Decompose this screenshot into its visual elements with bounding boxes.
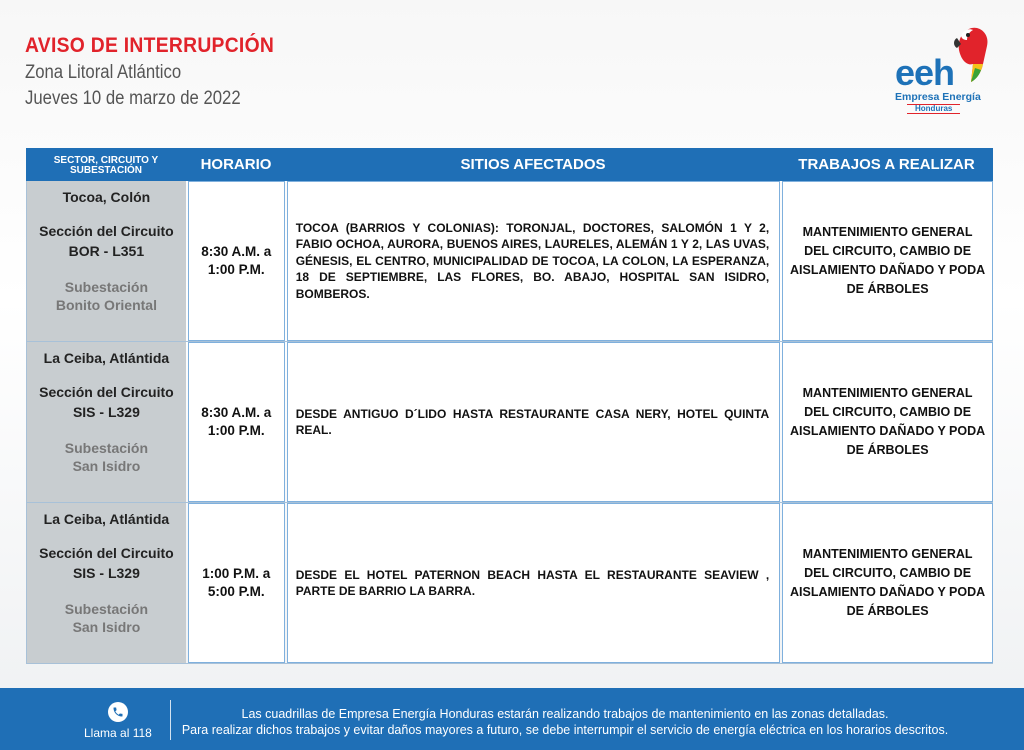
footer-banner bbox=[0, 688, 1024, 750]
hours-start: 1:00 P.M. a bbox=[202, 566, 271, 581]
hours-cell bbox=[188, 181, 285, 341]
interruption-table bbox=[26, 148, 993, 664]
sector-cell bbox=[26, 342, 186, 502]
logo-mark: eeh bbox=[895, 52, 955, 93]
header-work: TRABAJOS A REALIZAR bbox=[798, 156, 975, 173]
circuit-info bbox=[27, 221, 186, 261]
footer-line-1: Las cuadrillas de Empresa Energía Honduras estarán realizando trabajos de mantenimiento en las zonas detalladas. bbox=[241, 707, 889, 721]
sites-cell: DESDE ANTIGUO D´LIDO HASTA RESTAURANTE CASA NERY, HOTEL QUINTA REAL. bbox=[287, 342, 780, 502]
header-hours: HORARIO bbox=[200, 156, 272, 173]
hours-end: 5:00 P.M. bbox=[207, 584, 265, 599]
footer-divider bbox=[170, 700, 171, 740]
work-cell: MANTENIMIENTO GENERAL DEL CIRCUITO, CAMBIO DE AISLAMIENTO DAÑADO Y PODA DE ÁRBOLES bbox=[782, 181, 993, 341]
substation-info bbox=[27, 439, 186, 475]
substation-info bbox=[27, 278, 186, 314]
hours-cell bbox=[188, 342, 285, 502]
circuit-label: Sección del Circuito bbox=[39, 545, 174, 561]
place-name: Tocoa, Colón bbox=[62, 189, 151, 205]
substation-label: Subestación bbox=[64, 440, 149, 456]
hours-cell bbox=[188, 503, 285, 663]
table-row bbox=[26, 181, 993, 342]
phone-icon[interactable] bbox=[108, 702, 128, 722]
phone-label: Llama al 118 bbox=[84, 726, 152, 740]
circuit-info bbox=[27, 543, 186, 583]
place-name: La Ceiba, Atlántida bbox=[43, 350, 170, 366]
substation-name: San Isidro bbox=[72, 458, 141, 474]
table-row bbox=[26, 503, 993, 664]
sites-cell: TOCOA (BARRIOS Y COLONIAS): TORONJAL, DOCTORES, SALOMÓN 1 Y 2, FABIO OCHOA, AURORA, BUENOS AIRES, LAURELES, ALEMÁN 1 Y 2, LAS UVAS, GÉNESIS, EL CENTRO, MUNICIPALIDAD DE TOCOA, LA COLON, LA ESPERANZA, 18 DE SEPTIEMBRE, LAS FLORES, BO. ABAJO, HOSPITAL SAN ISIDRO, BOMBEROS. bbox=[287, 181, 780, 341]
date-label: Jueves 10 de marzo de 2022 bbox=[25, 88, 241, 109]
work-cell: MANTENIMIENTO GENERAL DEL CIRCUITO, CAMBIO DE AISLAMIENTO DAÑADO Y PODA DE ÁRBOLES bbox=[782, 503, 993, 663]
company-logo bbox=[893, 24, 993, 116]
table-header bbox=[26, 148, 993, 181]
substation-name: San Isidro bbox=[72, 619, 141, 635]
place-name: La Ceiba, Atlántida bbox=[43, 511, 170, 527]
circuit-code: SIS - L329 bbox=[72, 404, 140, 420]
circuit-info bbox=[27, 382, 186, 422]
phone-glyph-icon bbox=[112, 706, 124, 718]
hours-start: 8:30 A.M. a bbox=[201, 405, 272, 420]
sector-cell bbox=[26, 181, 186, 341]
sites-cell: DESDE EL HOTEL PATERNON BEACH HASTA EL RESTAURANTE SEAVIEW , PARTE DE BARRIO LA BARRA. bbox=[287, 503, 780, 663]
circuit-code: SIS - L329 bbox=[72, 565, 140, 581]
substation-label: Subestación bbox=[64, 279, 149, 295]
work-cell: MANTENIMIENTO GENERAL DEL CIRCUITO, CAMBIO DE AISLAMIENTO DAÑADO Y PODA DE ÁRBOLES bbox=[782, 342, 993, 502]
hours-end: 1:00 P.M. bbox=[207, 262, 265, 277]
circuit-code: BOR - L351 bbox=[68, 243, 145, 259]
table-row bbox=[26, 342, 993, 503]
header-sector: SECTOR, CIRCUITO Y SUBESTACIÓN bbox=[53, 154, 159, 176]
substation-info bbox=[27, 600, 186, 636]
circuit-label: Sección del Circuito bbox=[39, 384, 174, 400]
circuit-label: Sección del Circuito bbox=[39, 223, 174, 239]
sector-cell bbox=[26, 503, 186, 663]
hours-end: 1:00 P.M. bbox=[207, 423, 265, 438]
page-title: AVISO DE INTERRUPCIÓN bbox=[25, 34, 275, 57]
macaw-icon bbox=[951, 24, 989, 84]
header-sites: SITIOS AFECTADOS bbox=[460, 156, 606, 173]
header bbox=[25, 34, 296, 110]
substation-label: Subestación bbox=[64, 601, 149, 617]
footer-line-2: Para realizar dichos trabajos y evitar daños mayores a futuro, se debe interrumpir el servicio de energía eléctrica en los horarios descritos. bbox=[181, 723, 949, 737]
logo-name: Empresa Energía bbox=[895, 91, 981, 103]
footer-message bbox=[180, 706, 950, 738]
logo-subtitle: Honduras bbox=[907, 104, 960, 114]
substation-name: Bonito Oriental bbox=[55, 297, 157, 313]
zone-subtitle: Zona Litoral Atlántico bbox=[25, 62, 182, 83]
hours-start: 8:30 A.M. a bbox=[201, 244, 272, 259]
